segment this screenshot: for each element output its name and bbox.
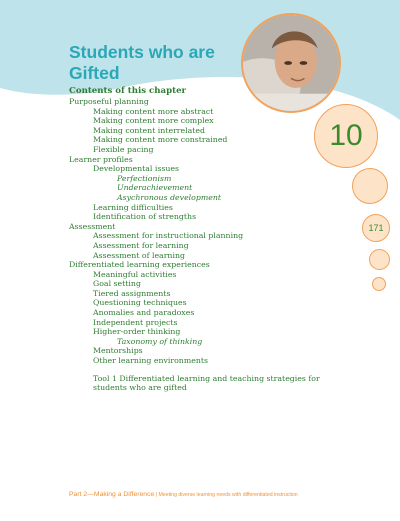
toc-item: Questioning techniques <box>93 298 187 308</box>
decorative-circle <box>352 168 388 204</box>
toc-subitem: Asychronous development <box>117 192 222 202</box>
toc-section: Assessment <box>69 221 116 231</box>
footer-part-label: Part 2—Making a Difference <box>69 491 155 498</box>
toc-item: Tiered assignments <box>93 288 171 298</box>
toc-item: Learning difficulties <box>93 202 173 212</box>
toc-list <box>69 97 349 366</box>
toc-item: Goal setting <box>93 279 141 289</box>
toc-item: Anomalies and paradoxes <box>93 308 195 318</box>
toc-tool-entry: Tool 1 Differentiated learning and teaching strategies for students who are gifted <box>93 373 320 393</box>
toc-subitem: Perfectionism <box>117 173 172 183</box>
toc-item: Other learning environments <box>93 356 208 366</box>
toc-item: Meaningful activities <box>93 269 177 279</box>
toc-heading: Contents of this chapter <box>69 86 187 96</box>
toc-item: Making content more complex <box>93 116 214 126</box>
toc-item: Identification of strengths <box>93 212 197 222</box>
decorative-circle <box>372 277 386 291</box>
footer-subtitle: Meeting diverse learning needs with differentiated instruction <box>158 492 298 498</box>
toc-item: Developmental issues <box>93 164 179 174</box>
toc-item: Higher-order thinking <box>93 327 181 337</box>
toc-item: Assessment of learning <box>93 250 185 260</box>
toc-item: Making content more constrained <box>93 135 228 145</box>
toc-item: Independent projects <box>93 317 178 327</box>
toc-section: Learner profiles <box>69 154 133 164</box>
toc-subitem: Taxonomy of thinking <box>117 336 203 346</box>
toc-section: Purposeful planning <box>69 97 149 106</box>
toc-item: Assessment for instructional planning <box>93 231 244 241</box>
toc-section: Differentiated learning experiences <box>69 260 210 270</box>
chapter-title: Students who are Gifted <box>69 42 215 83</box>
toc-item: Assessment for learning <box>93 240 189 250</box>
footer-separator: | <box>154 492 159 498</box>
toc-item: Flexible pacing <box>93 144 154 154</box>
toc-subitem: Underachievement <box>117 183 193 193</box>
page-number-badge: 171 <box>362 214 390 242</box>
toc-item: Making content more abstract <box>93 106 214 116</box>
toc-item: Making content interrelated <box>93 125 206 135</box>
page-footer <box>69 491 389 498</box>
toc-item: Mentorships <box>93 346 143 356</box>
chapter-number-badge: 10 <box>314 104 378 168</box>
table-of-contents <box>69 86 349 393</box>
decorative-circle <box>369 249 390 270</box>
